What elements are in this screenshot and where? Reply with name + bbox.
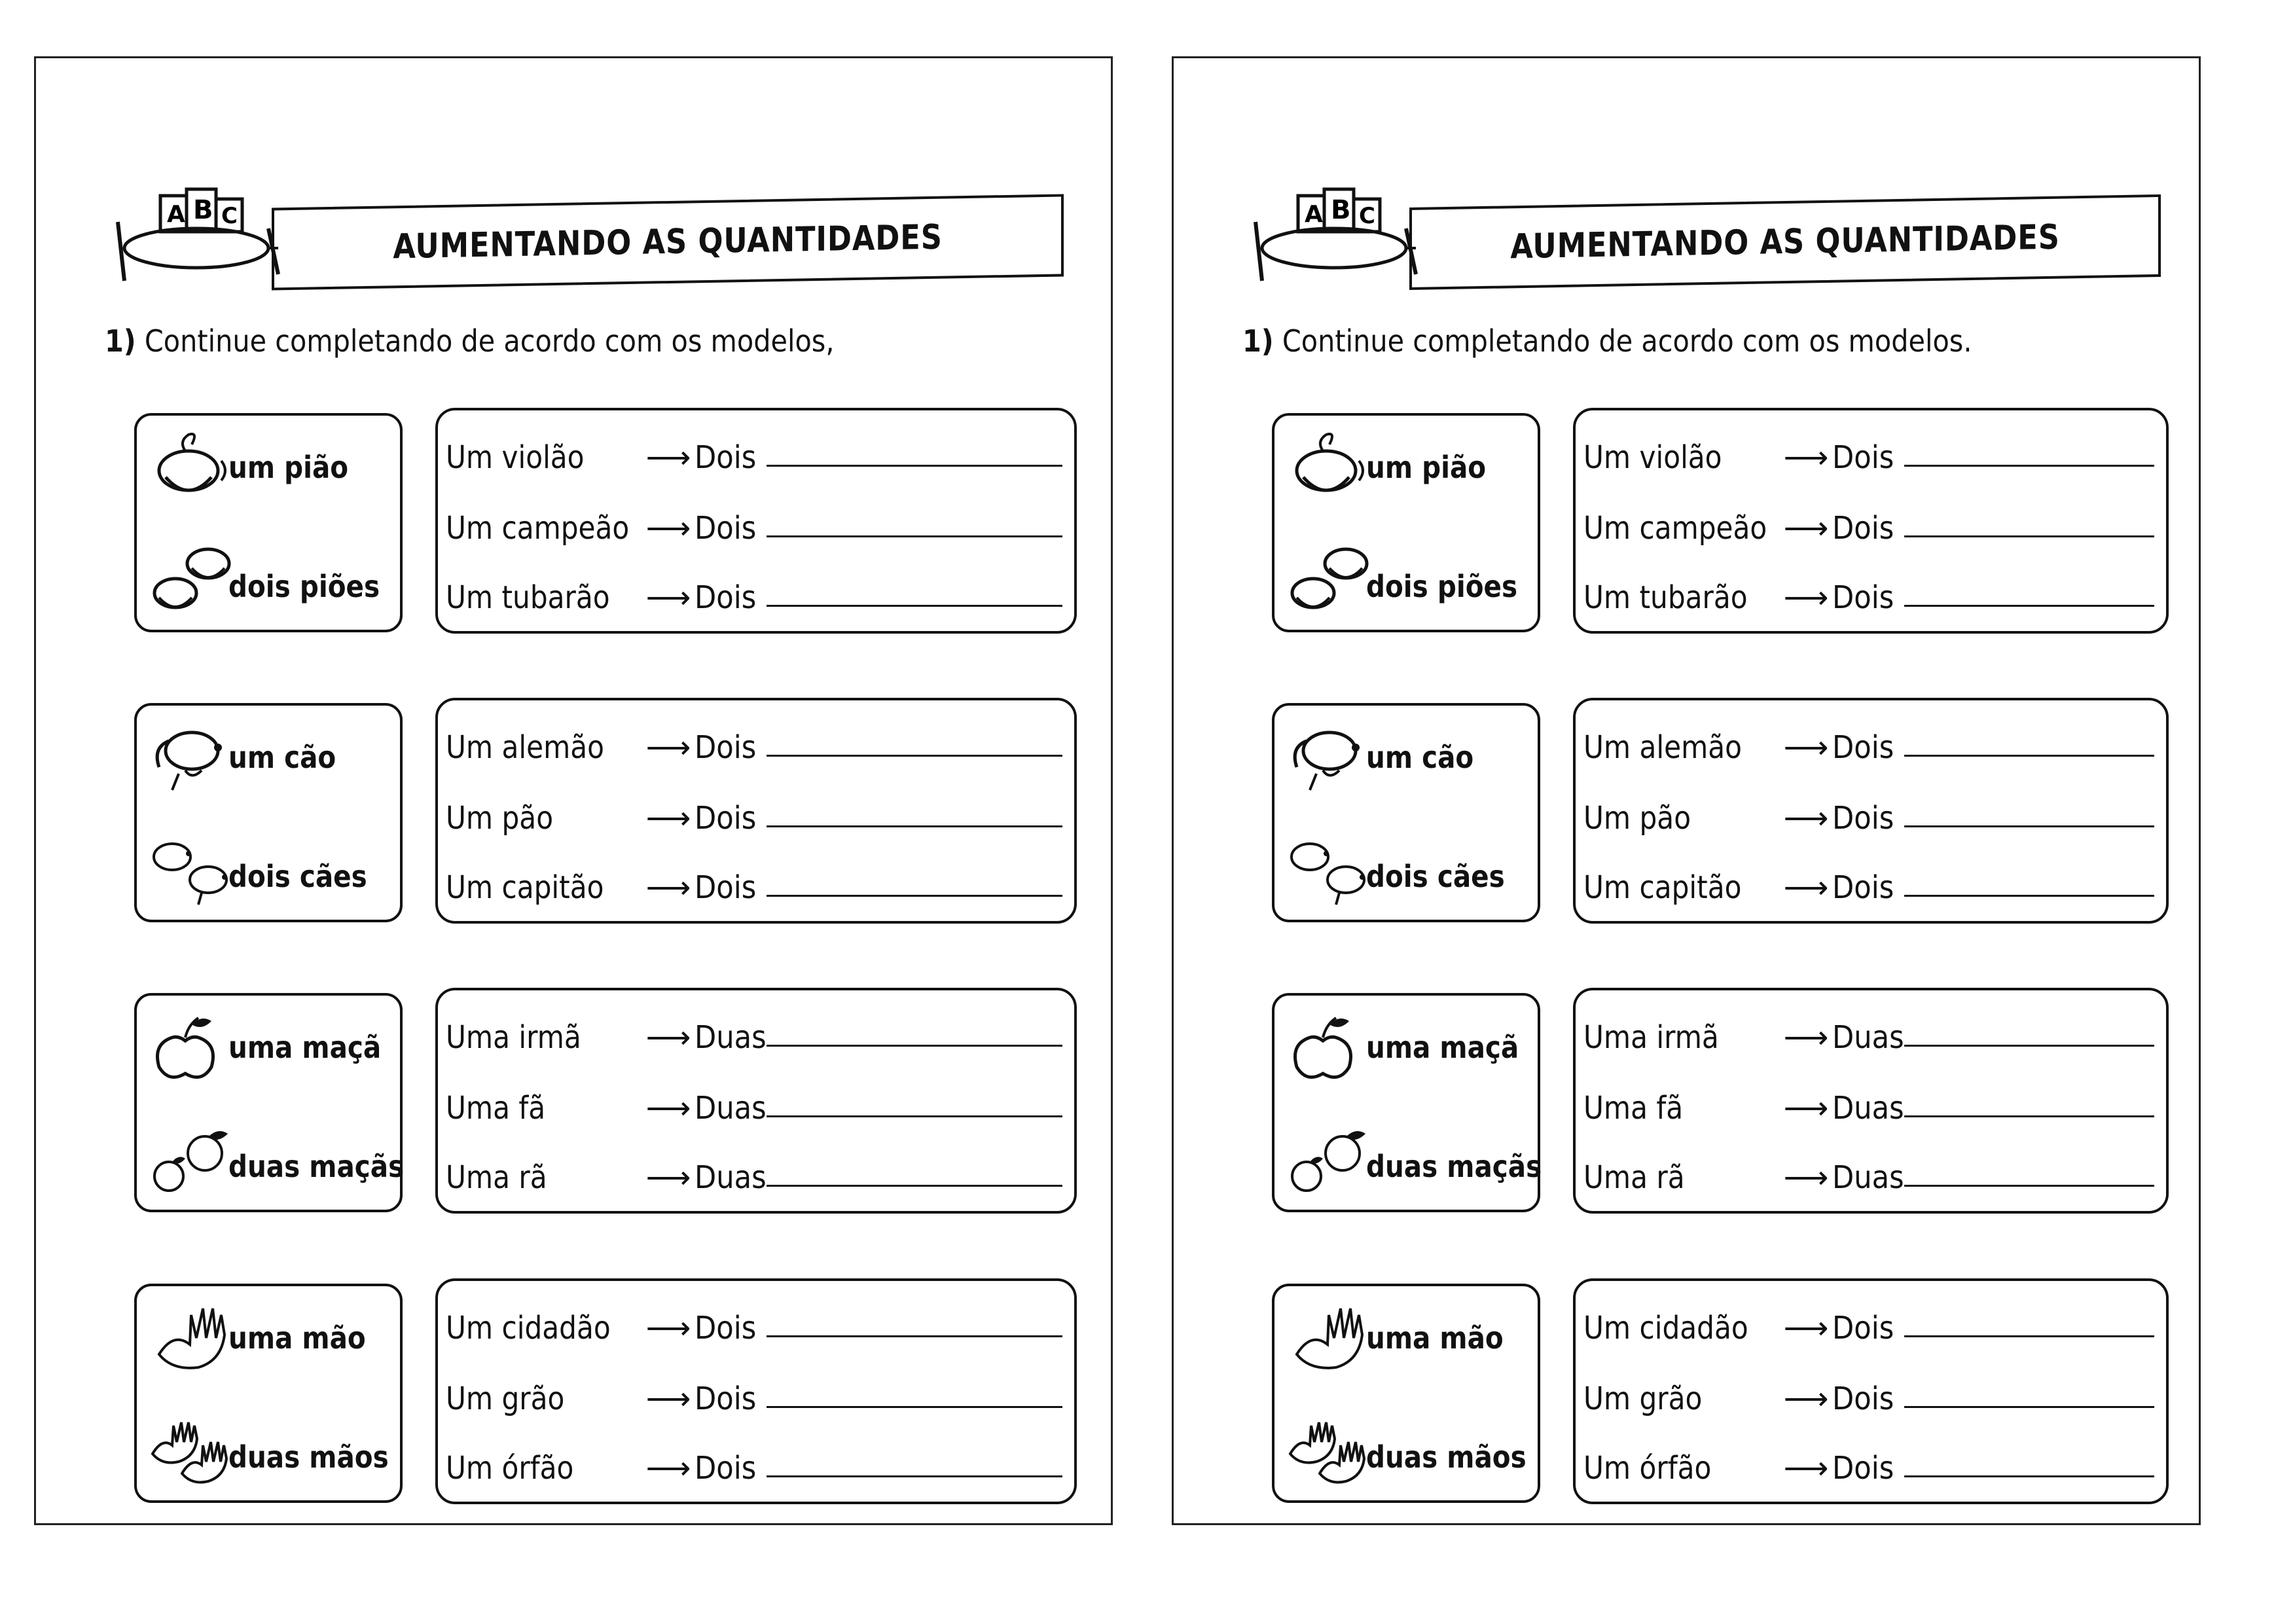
exercise-row xyxy=(1583,1358,2158,1417)
exercise-word: Um violão xyxy=(446,439,585,476)
answer-blank[interactable] xyxy=(767,1185,1062,1187)
exercise-number: Dois xyxy=(1832,439,1894,476)
exercise-box xyxy=(1573,408,2169,634)
exercise-word: Um órfão xyxy=(446,1450,574,1487)
exercise-number: Dois xyxy=(1832,510,1894,547)
model-box xyxy=(1272,413,1540,632)
exercise-number: Dois xyxy=(695,579,757,616)
exercise-number: Dois xyxy=(695,1380,757,1417)
arrow-icon: ⟶ xyxy=(1783,869,1829,906)
apples-icon xyxy=(146,1124,238,1196)
exercise-row xyxy=(1583,778,2158,837)
exercise-box xyxy=(435,408,1077,634)
dogs-icon xyxy=(1284,834,1375,906)
exercise-word: Um tubarão xyxy=(446,579,610,616)
exercise-word: Um alemão xyxy=(1583,729,1742,766)
arrow-icon: ⟶ xyxy=(1783,1090,1829,1127)
exercise-row xyxy=(446,1358,1066,1417)
exercise-row xyxy=(446,1137,1066,1196)
exercise-box xyxy=(1573,1278,2169,1504)
model-box xyxy=(1272,703,1540,922)
arrow-icon: ⟶ xyxy=(1783,800,1829,837)
exercise-number: Duas xyxy=(695,1159,767,1196)
exercise-word: Uma fã xyxy=(446,1090,546,1127)
model-box xyxy=(134,703,403,922)
exercise-word: Um pão xyxy=(1583,800,1691,837)
instruction-text: Continue completando de acordo com os modelos, xyxy=(144,323,835,359)
svg-text:C: C xyxy=(1359,203,1375,229)
model-box xyxy=(134,413,403,632)
arrow-icon: ⟶ xyxy=(645,1310,691,1346)
exercise-number: Duas xyxy=(1832,1090,1904,1127)
page-title: AUMENTANDO AS QUANTIDADES xyxy=(1510,217,2060,267)
title-banner xyxy=(1409,194,2161,290)
exercise-row xyxy=(1583,557,2158,616)
exercise-row xyxy=(446,1068,1066,1127)
answer-blank[interactable] xyxy=(1904,755,2154,757)
hands-icon xyxy=(1284,1415,1375,1487)
exercise-word: Uma rã xyxy=(1583,1159,1685,1196)
exercise-word: Uma fã xyxy=(1583,1090,1684,1127)
arrow-icon: ⟶ xyxy=(645,1450,691,1487)
exercise-word: Um capitão xyxy=(446,869,604,906)
abc-airplane-icon xyxy=(105,150,281,300)
answer-blank[interactable] xyxy=(1904,465,2154,467)
arrow-icon: ⟶ xyxy=(1783,729,1829,766)
exercise-row xyxy=(446,417,1066,476)
arrow-icon: ⟶ xyxy=(1783,1380,1829,1417)
answer-blank[interactable] xyxy=(1904,1475,2154,1477)
exercise-number: Duas xyxy=(1832,1159,1904,1196)
answer-blank[interactable] xyxy=(767,1045,1062,1047)
hand-icon xyxy=(1284,1302,1375,1374)
model-plural: dois piões xyxy=(1366,569,1518,604)
exercise-group-cao xyxy=(134,703,1077,922)
spinning-top-icon xyxy=(1284,431,1375,503)
exercise-number: Dois xyxy=(695,729,757,766)
exercise-number: Dois xyxy=(1832,1380,1894,1417)
arrow-icon: ⟶ xyxy=(645,729,691,766)
instruction-number: 1) xyxy=(1242,323,1274,359)
exercise-number: Dois xyxy=(1832,869,1894,906)
answer-blank[interactable] xyxy=(767,465,1062,467)
exercise-word: Um cidadão xyxy=(1583,1310,1748,1346)
exercise-word: Uma irmã xyxy=(1583,1019,1719,1056)
dogs-icon xyxy=(146,834,238,906)
model-plural: dois piões xyxy=(228,569,380,604)
dog-icon xyxy=(1284,721,1375,793)
model-singular: um pião xyxy=(228,450,349,485)
exercise-word: Um cidadão xyxy=(446,1310,611,1346)
exercise-row xyxy=(1583,997,2158,1056)
answer-blank[interactable] xyxy=(1904,825,2154,827)
exercise-word: Um grão xyxy=(1583,1380,1703,1417)
model-singular: uma maçã xyxy=(1366,1030,1519,1065)
exercise-row xyxy=(1583,488,2158,547)
exercise-row xyxy=(446,557,1066,616)
exercise-number: Dois xyxy=(1832,579,1894,616)
model-plural: duas maçãs xyxy=(1366,1149,1542,1184)
exercise-number: Dois xyxy=(695,1310,757,1346)
model-singular: uma maçã xyxy=(228,1030,382,1065)
exercise-number: Dois xyxy=(695,800,757,837)
answer-blank[interactable] xyxy=(767,1406,1062,1408)
exercise-number: Dois xyxy=(695,510,757,547)
exercise-row xyxy=(446,997,1066,1056)
hand-icon xyxy=(146,1302,238,1374)
instruction xyxy=(105,323,835,359)
answer-blank[interactable] xyxy=(767,605,1062,607)
answer-blank[interactable] xyxy=(1904,535,2154,537)
answer-blank[interactable] xyxy=(1904,1335,2154,1337)
exercise-number: Dois xyxy=(1832,800,1894,837)
exercise-word: Um campeão xyxy=(1583,510,1767,547)
abc-airplane-icon xyxy=(1242,150,1419,300)
answer-blank[interactable] xyxy=(1904,605,2154,607)
exercise-row xyxy=(446,1428,1066,1487)
exercise-word: Um campeão xyxy=(446,510,630,547)
exercise-word: Um pão xyxy=(446,800,554,837)
apples-icon xyxy=(1284,1124,1375,1196)
exercise-word: Um órfão xyxy=(1583,1450,1712,1487)
svg-text:B: B xyxy=(193,195,213,225)
arrow-icon: ⟶ xyxy=(645,1090,691,1127)
exercise-word: Um violão xyxy=(1583,439,1722,476)
exercise-row xyxy=(1583,847,2158,906)
exercise-row xyxy=(1583,1137,2158,1196)
arrow-icon: ⟶ xyxy=(1783,579,1829,616)
arrow-icon: ⟶ xyxy=(1783,439,1829,476)
arrow-icon: ⟶ xyxy=(645,1019,691,1056)
instruction-number: 1) xyxy=(105,323,136,359)
arrow-icon: ⟶ xyxy=(645,800,691,837)
instruction-text: Continue completando de acordo com os modelos. xyxy=(1282,323,1972,359)
exercise-row xyxy=(446,1288,1066,1346)
exercise-word: Uma rã xyxy=(446,1159,547,1196)
exercise-group-maca xyxy=(134,993,1077,1212)
exercise-number: Dois xyxy=(1832,1450,1894,1487)
answer-blank[interactable] xyxy=(767,755,1062,757)
arrow-icon: ⟶ xyxy=(645,869,691,906)
model-singular: uma mão xyxy=(228,1320,366,1356)
exercise-number: Duas xyxy=(695,1019,767,1056)
answer-blank[interactable] xyxy=(1904,895,2154,897)
hands-icon xyxy=(146,1415,238,1487)
exercise-number: Dois xyxy=(695,1450,757,1487)
apple-icon xyxy=(1284,1011,1375,1083)
exercise-box xyxy=(435,1278,1077,1504)
arrow-icon: ⟶ xyxy=(1783,510,1829,547)
answer-blank[interactable] xyxy=(1904,1045,2154,1047)
answer-blank[interactable] xyxy=(767,1475,1062,1477)
arrow-icon: ⟶ xyxy=(1783,1450,1829,1487)
exercise-word: Um grão xyxy=(446,1380,565,1417)
exercise-group-maca xyxy=(1272,993,2169,1212)
arrow-icon: ⟶ xyxy=(645,579,691,616)
answer-blank[interactable] xyxy=(1904,1115,2154,1117)
arrow-icon: ⟶ xyxy=(645,1159,691,1196)
answer-blank[interactable] xyxy=(767,895,1062,897)
arrow-icon: ⟶ xyxy=(645,439,691,476)
exercise-word: Um tubarão xyxy=(1583,579,1748,616)
worksheet-left xyxy=(34,56,1113,1525)
model-plural: dois cães xyxy=(228,859,367,894)
model-box xyxy=(1272,993,1540,1212)
model-plural: duas mãos xyxy=(228,1439,389,1475)
exercise-number: Dois xyxy=(1832,729,1894,766)
exercise-group-mao xyxy=(1272,1284,2169,1503)
title-banner xyxy=(272,194,1064,290)
exercise-number: Dois xyxy=(695,869,757,906)
exercise-word: Uma irmã xyxy=(446,1019,581,1056)
exercise-group-cao xyxy=(1272,703,2169,922)
dog-icon xyxy=(146,721,238,793)
model-plural: duas mãos xyxy=(1366,1439,1527,1475)
exercise-row xyxy=(1583,1288,2158,1346)
exercise-group-piao xyxy=(134,413,1077,632)
exercise-number: Dois xyxy=(1832,1310,1894,1346)
arrow-icon: ⟶ xyxy=(1783,1159,1829,1196)
model-plural: dois cães xyxy=(1366,859,1505,894)
exercise-number: Dois xyxy=(695,439,757,476)
exercise-row xyxy=(1583,1068,2158,1127)
model-singular: um cão xyxy=(1366,740,1474,775)
apple-icon xyxy=(146,1011,238,1083)
exercise-row xyxy=(1583,1428,2158,1487)
arrow-icon: ⟶ xyxy=(645,1380,691,1417)
exercise-group-mao xyxy=(134,1284,1077,1503)
instruction xyxy=(1242,323,1972,359)
model-plural: duas maçãs xyxy=(228,1149,405,1184)
exercise-box xyxy=(1573,698,2169,924)
exercise-group-piao xyxy=(1272,413,2169,632)
arrow-icon: ⟶ xyxy=(1783,1310,1829,1346)
answer-blank[interactable] xyxy=(767,1335,1062,1337)
model-box xyxy=(134,993,403,1212)
exercise-row xyxy=(446,778,1066,837)
model-box xyxy=(134,1284,403,1503)
answer-blank[interactable] xyxy=(1904,1406,2154,1408)
exercise-box xyxy=(1573,988,2169,1214)
exercise-word: Um alemão xyxy=(446,729,604,766)
exercise-word: Um capitão xyxy=(1583,869,1742,906)
arrow-icon: ⟶ xyxy=(645,510,691,547)
model-box xyxy=(1272,1284,1540,1503)
exercise-box xyxy=(435,698,1077,924)
exercise-row xyxy=(1583,707,2158,766)
exercise-number: Duas xyxy=(695,1090,767,1127)
exercise-number: Duas xyxy=(1832,1019,1904,1056)
svg-text:A: A xyxy=(1305,201,1323,228)
answer-blank[interactable] xyxy=(767,825,1062,827)
svg-text:B: B xyxy=(1331,195,1351,225)
answer-blank[interactable] xyxy=(767,1115,1062,1117)
model-singular: um pião xyxy=(1366,450,1487,485)
svg-text:C: C xyxy=(221,203,238,229)
model-singular: uma mão xyxy=(1366,1320,1504,1356)
model-singular: um cão xyxy=(228,740,336,775)
exercise-row xyxy=(446,847,1066,906)
answer-blank[interactable] xyxy=(1904,1185,2154,1187)
exercise-row xyxy=(1583,417,2158,476)
spinning-top-icon xyxy=(146,431,238,503)
spinning-tops-icon xyxy=(146,544,238,616)
exercise-box xyxy=(435,988,1077,1214)
worksheet-right xyxy=(1172,56,2201,1525)
exercise-row xyxy=(446,488,1066,547)
svg-text:A: A xyxy=(167,201,185,228)
exercise-row xyxy=(446,707,1066,766)
spinning-tops-icon xyxy=(1284,544,1375,616)
arrow-icon: ⟶ xyxy=(1783,1019,1829,1056)
page-title: AUMENTANDO AS QUANTIDADES xyxy=(393,217,943,267)
answer-blank[interactable] xyxy=(767,535,1062,537)
